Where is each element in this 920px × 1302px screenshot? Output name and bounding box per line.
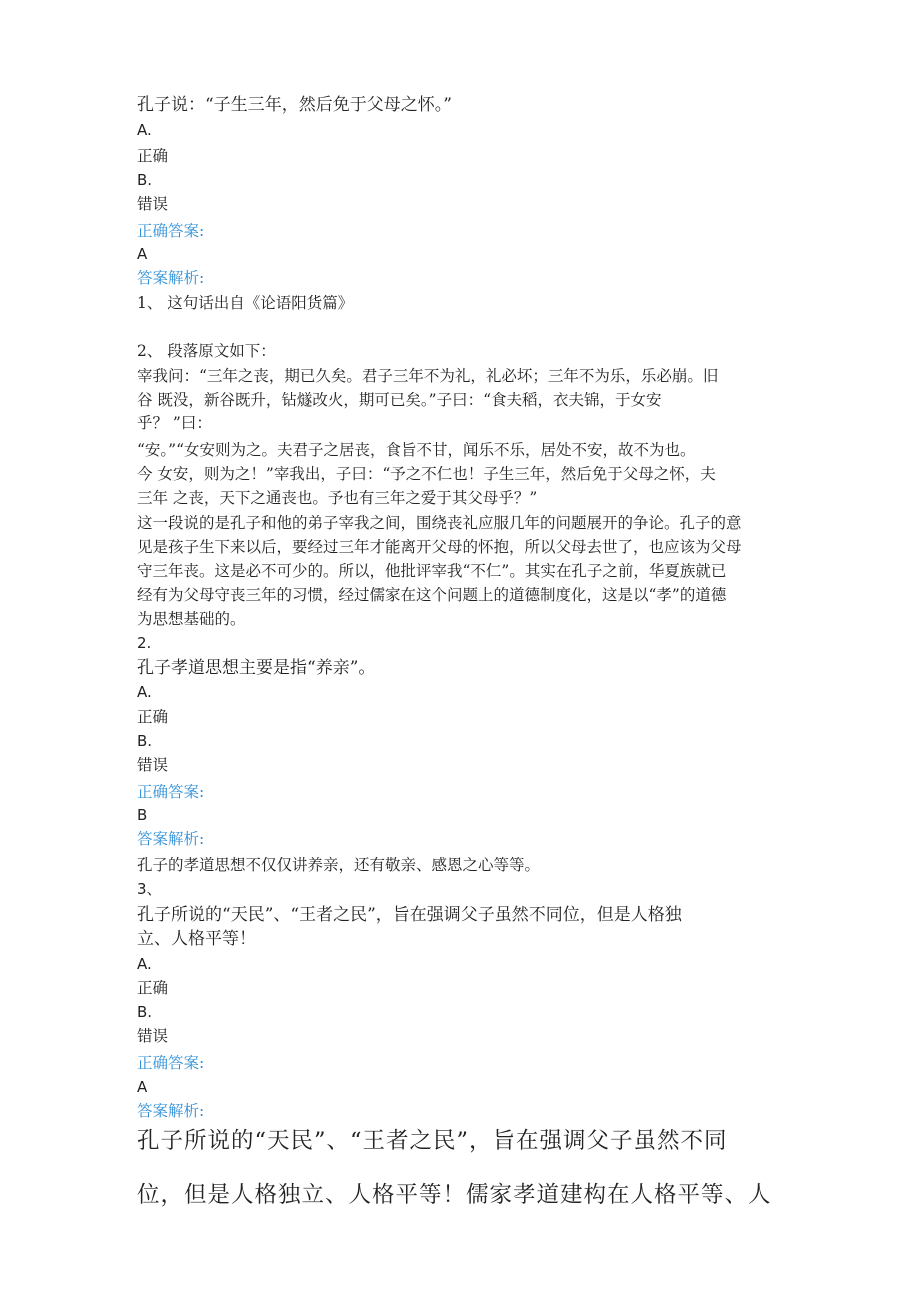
option-b-label: B. xyxy=(137,171,153,189)
explanation-line-large: 位，但是人格独立、人格平等！儒家孝道建构在人格平等、人 xyxy=(137,1182,772,1208)
option-b-label: B. xyxy=(137,1003,153,1021)
correct-answer-value: A xyxy=(137,245,148,263)
correct-answer-value: B xyxy=(137,806,148,824)
option-a-text: 正确 xyxy=(137,979,169,997)
explanation-line: 孔子的孝道思想不仅仅讲养亲，还有敬亲、感恩之心等等。 xyxy=(137,856,541,874)
question-3-number: 3、 xyxy=(137,880,162,898)
option-a-label: A. xyxy=(137,683,152,701)
explanation-line: 1、 这句话出自《论语阳货篇》 xyxy=(137,294,354,312)
question-3-text: 立、人格平等！ xyxy=(137,929,256,949)
option-a-text: 正确 xyxy=(137,147,169,165)
explanation-line: 2、 段落原文如下： xyxy=(137,342,276,360)
question-1-text: 孔子说：“子生三年，然后免于父母之怀。” xyxy=(137,95,452,115)
option-a-label: A. xyxy=(137,955,152,973)
question-2-text: 孔子孝道思想主要是指“养亲”。 xyxy=(137,658,376,678)
option-a-label: A. xyxy=(137,121,152,139)
option-b-text: 错误 xyxy=(137,195,169,213)
correct-answer-label: 正确答案: xyxy=(137,783,205,801)
correct-answer-value: A xyxy=(137,1078,148,1096)
explanation-line: 为思想基础的。 xyxy=(137,610,246,628)
question-2-number: 2. xyxy=(137,634,152,652)
option-b-text: 错误 xyxy=(137,1027,169,1045)
option-b-text: 错误 xyxy=(137,756,169,774)
explanation-line: 经有为父母守丧三年的习惯，经过儒家在这个问题上的道德制度化，这是以“孝”的道德 xyxy=(137,586,727,604)
explanation-line: 见是孩子生下来以后，要经过三年才能离开父母的怀抱，所以父母去世了，也应该为父母 xyxy=(137,538,742,556)
explanation-line-large: 孔子所说的“天民”、“王者之民”，旨在强调父子虽然不同 xyxy=(137,1128,728,1154)
correct-answer-label: 正确答案: xyxy=(137,222,205,240)
explanation-line: 这一段说的是孔子和他的弟子宰我之间，围绕丧礼应服几年的问题展开的争论。孔子的意 xyxy=(137,514,742,532)
explanation-line: 乎？ ”曰： xyxy=(137,414,212,432)
correct-answer-label: 正确答案: xyxy=(137,1054,205,1072)
question-3-text: 孔子所说的“天民”、“王者之民”，旨在强调父子虽然不同位，但是人格独 xyxy=(137,905,682,925)
explanation-line: 三年 之丧，天下之通丧也。予也有三年之爱于其父母乎？” xyxy=(137,489,538,507)
option-a-text: 正确 xyxy=(137,708,169,726)
explanation-line: 宰我问：“三年之丧，期已久矣。君子三年不为礼，礼必坏；三年不为乐，乐必崩。旧 xyxy=(137,367,719,385)
explanation-line: “安。”“女安则为之。夫君子之居丧，食旨不甘，闻乐不乐，居处不安，故不为也。 xyxy=(137,441,696,459)
explanation-label: 答案解析: xyxy=(137,269,205,287)
option-b-label: B. xyxy=(137,732,153,750)
explanation-label: 答案解析: xyxy=(137,1102,205,1120)
explanation-line: 今 女安，则为之！”宰我出，子曰：“予之不仁也！子生三年，然后免于父母之怀，夫 xyxy=(137,465,716,483)
explanation-line: 守三年丧。这是必不可少的。所以，他批评宰我“不仁”。其实在孔子之前，华夏族就已 xyxy=(137,562,727,580)
explanation-label: 答案解析: xyxy=(137,830,205,848)
explanation-line: 谷 既没，新谷既升，钻燧改火，期可已矣。”子曰：“食夫稻，衣夫锦，于女安 xyxy=(137,391,662,409)
